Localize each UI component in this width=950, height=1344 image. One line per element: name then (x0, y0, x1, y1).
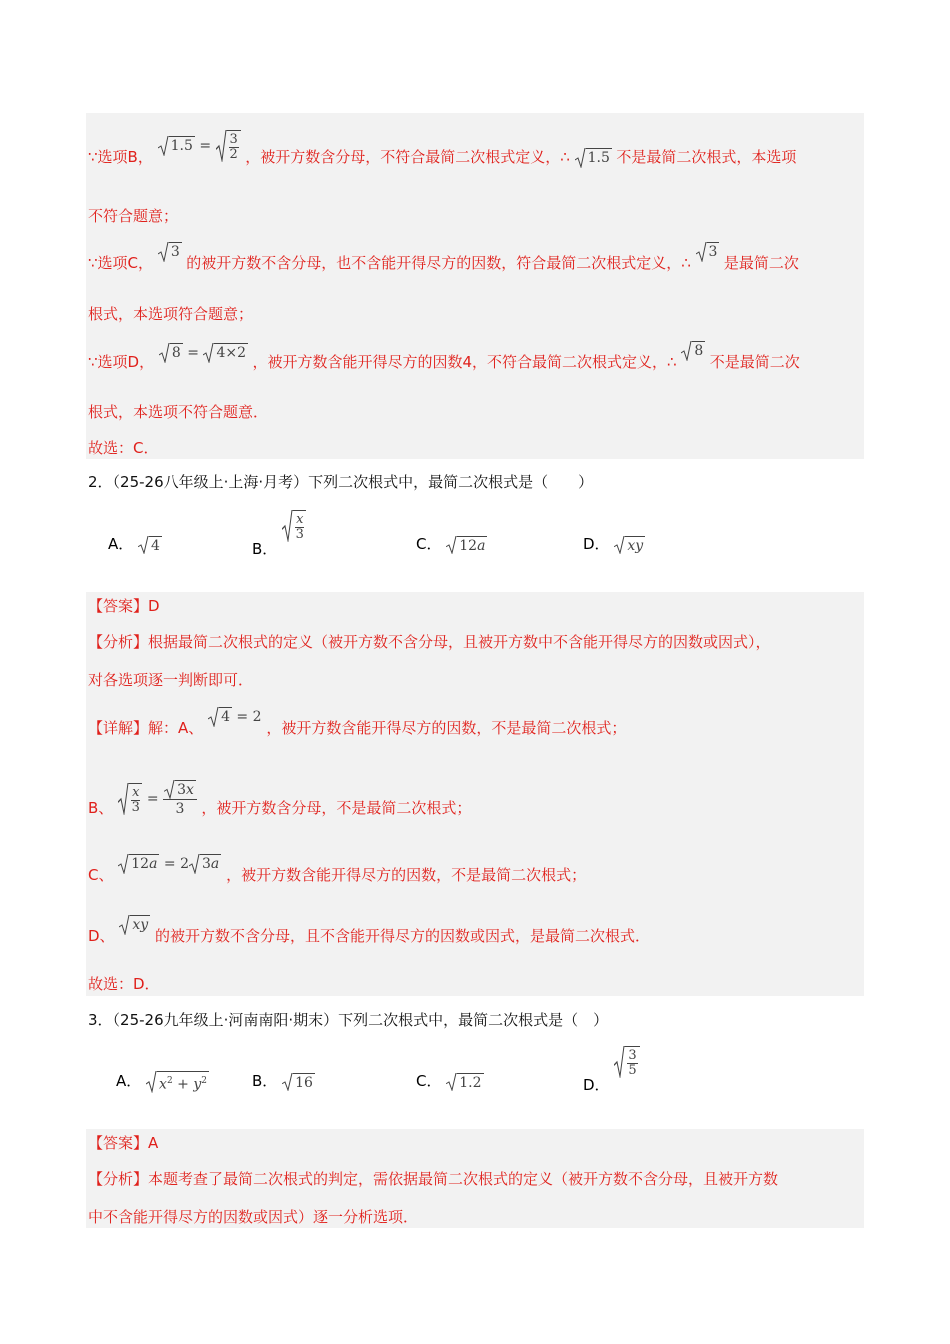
formula-sqrt-8-b: 8 (681, 343, 709, 359)
formula-sqrt-3: 3 (158, 244, 186, 260)
detail-line-a: 【详解】解：A、 4 = 2 ，被开方数含能开得尽方的因数，不是最简二次根式； (88, 709, 627, 737)
analysis-line-3a: 【分析】本题考查了最简二次根式的判定，需依据最简二次根式的定义（被开方数不含分母，且被开方数 (88, 1170, 779, 1188)
formula-sqrt-1-5: 1.5 = $\frac{3}{2}$ (158, 138, 246, 154)
question-2-stem: 2．（25-26八年级上·上海·月考）下列二次根式中，最简二次根式是（ ） (88, 473, 594, 491)
detail-line-c: C、 12a = 2 3a ，被开方数含能开得尽方的因数，不是最简二次根式； (88, 856, 587, 884)
formula-sqrt-1-5-b: 1.5 (575, 150, 617, 166)
solution-line-b: ∵选项B， 1.5 = $\frac{3}{2}$ ，被开方数含分母，不符合最简二次根式定义，∴ 1.5 不是最简二次根式，本选项 (88, 132, 797, 166)
analysis-line-3b: 中不含能开得尽方的因数或因式）逐一分析选项． (88, 1208, 419, 1226)
q2-option-b: B． $\frac{x}{3}$ (252, 510, 306, 542)
solution-choice-1: 故选：C． (88, 439, 159, 457)
question-3-stem: 3．（25-26九年级上·河南南阳·期末）下列二次根式中，最简二次根式是（ ） (88, 1011, 609, 1029)
q2-option-a: A． 4 (108, 535, 160, 554)
detail-line-d: D、 xy 的被开方数不含分母，且不含能开得尽方的因数或因式，是最简二次根式． (88, 917, 650, 945)
q3-option-c: C． 1.2 (416, 1072, 482, 1091)
solution-line-4: 根式，本选项符合题意； (88, 305, 254, 323)
detail-line-b: B、 $\frac{x}{3}$ = $\frac{3x}{3}$ ，被开方数含分母，不是最简二次根式； (88, 782, 472, 817)
solution-choice-2: 故选：D． (88, 975, 160, 993)
q3-option-a: A． $x^2 + y^2$ (116, 1072, 207, 1093)
q3-option-d: D． $\frac{3}{5}$ (583, 1046, 640, 1078)
q3-option-b: B． 16 (252, 1072, 313, 1091)
solution-line-d: ∵选项D， 8 = 4×2 ，被开方数含能开得尽方的因数4，不符合最简二次根式定义，∴ 8 不是最简二次 (88, 343, 800, 371)
analysis-line-2a: 【分析】根据最简二次根式的定义（被开方数不含分母，且被开方数中不含能开得尽方的因数或因式）， (88, 633, 771, 651)
answer-line-3: 【答案】A (88, 1134, 159, 1152)
solution-line-6: 根式，本选项不符合题意． (88, 403, 269, 421)
formula-sqrt-8: 8 = 4×2 (159, 345, 253, 361)
solution-line-2: 不符合题意； (88, 207, 179, 225)
formula-sqrt-3-b: 3 (696, 244, 724, 260)
q2-option-c: C． 12a (416, 535, 486, 554)
solution-line-c: ∵选项C， 3 的被开方数不含分母，也不含能开得尽方的因数，符合最简二次根式定义，∴ 3 是最简二次 (88, 244, 799, 272)
q2-option-d: D． xy (583, 535, 644, 554)
analysis-line-2b: 对各选项逐一判断即可． (88, 671, 254, 689)
answer-line-2: 【答案】D (88, 597, 160, 615)
